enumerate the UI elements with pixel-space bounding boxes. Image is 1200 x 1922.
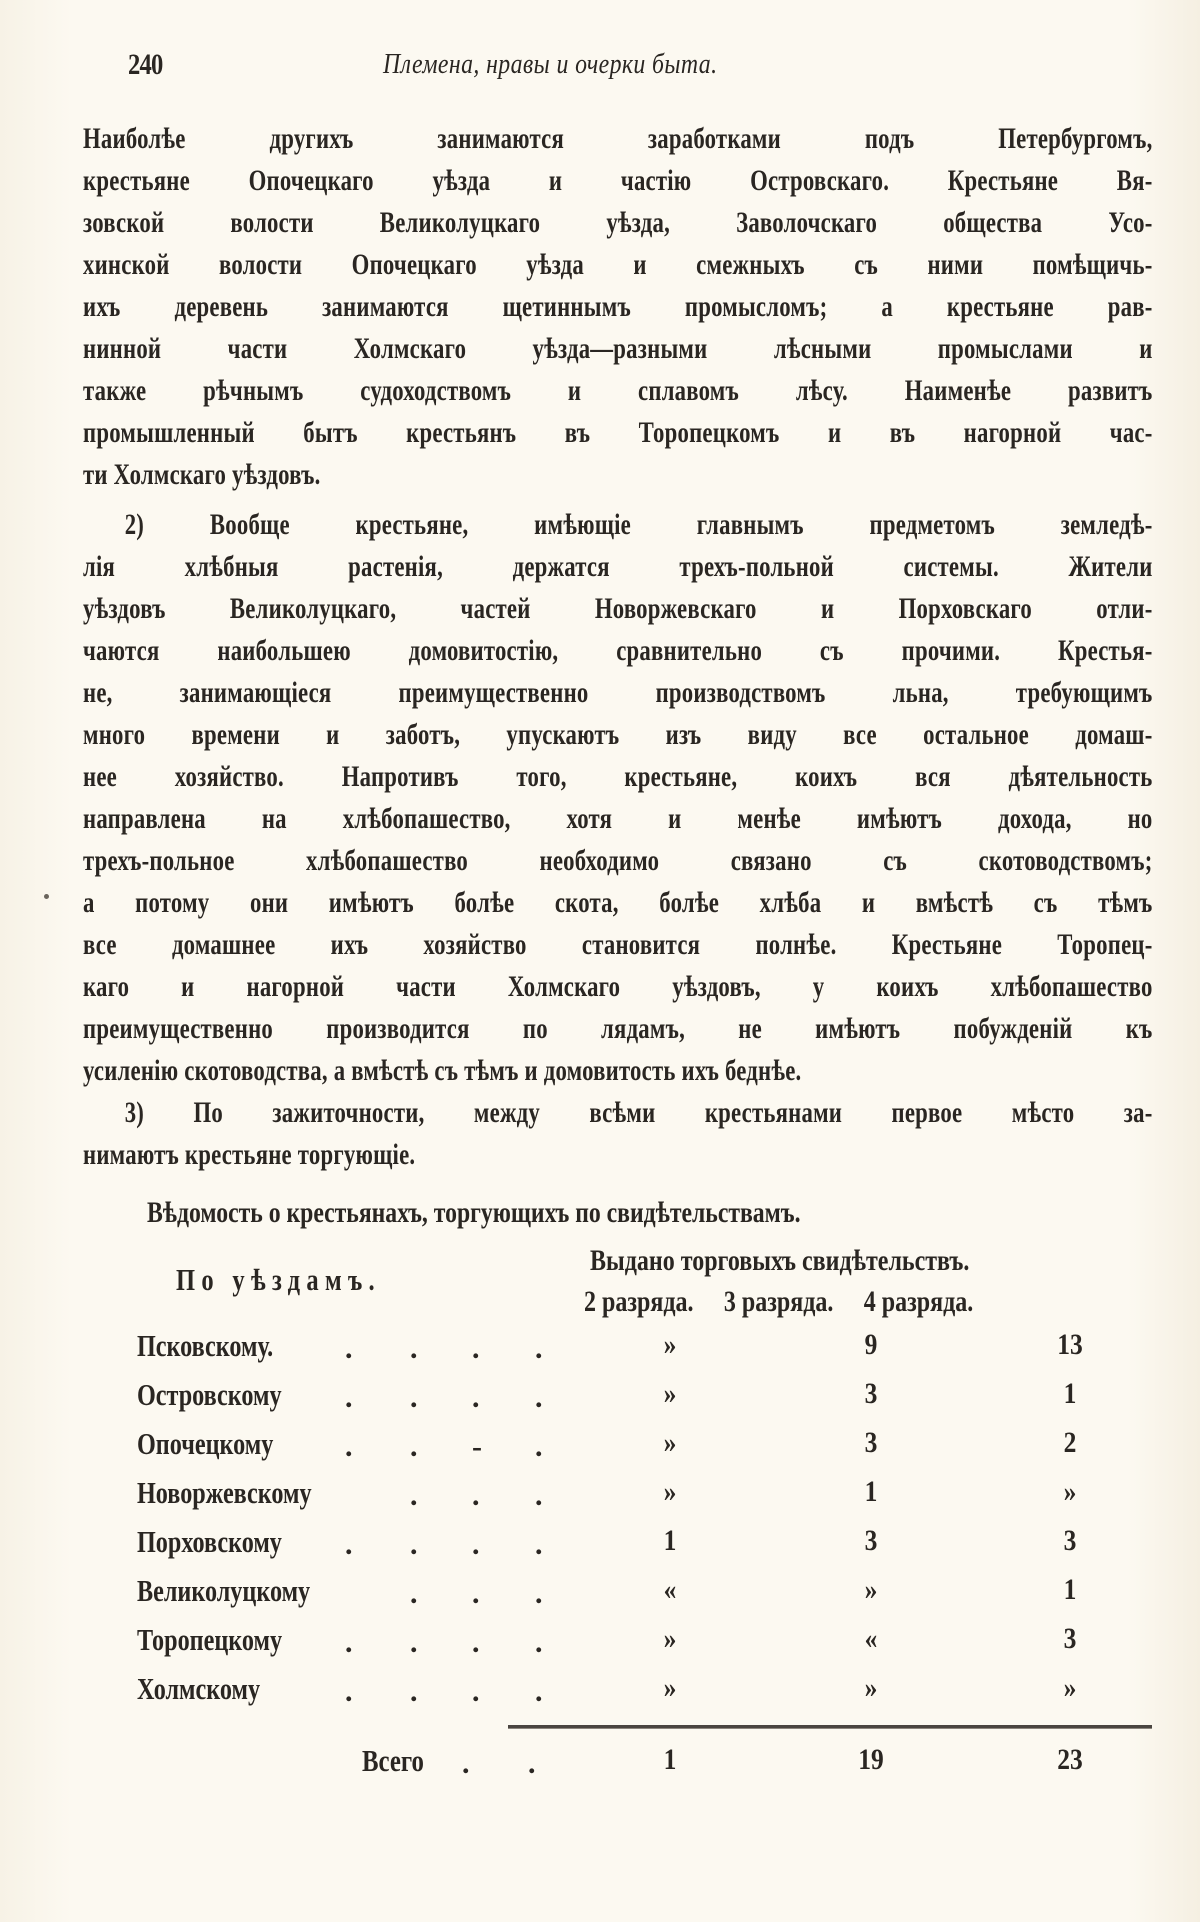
district-name: Псковскому. <box>137 1328 274 1363</box>
text-line: усиленію скотоводства, а вмѣстѣ съ тѣмъ и домовитость ихъ беднѣе. <box>83 1054 802 1087</box>
total-label: Всего <box>362 1743 424 1778</box>
column-header: 4 разряда. <box>863 1285 974 1318</box>
table-cell: 3 <box>1063 1524 1077 1557</box>
paragraph-3 <box>83 1092 1153 1176</box>
text-line: а потому они имѣютъ болѣе скота, болѣе хлѣба и вмѣстѣ съ тѣмъ <box>83 886 1153 919</box>
text-line: ихъ деревень занимаются щетиннымъ промысломъ; а крестьяне рав- <box>83 290 1153 323</box>
table-cell: » <box>1063 1475 1077 1508</box>
leader-dot: . <box>535 1675 543 1708</box>
district-name: Опочецкому <box>137 1426 274 1461</box>
total-cell: 23 <box>1057 1743 1083 1776</box>
leader-dot: . <box>535 1479 543 1512</box>
table-cell: » <box>663 1328 677 1361</box>
paragraph-2 <box>83 504 1153 1092</box>
table-row <box>0 1622 1200 1671</box>
table-cell: 3 <box>864 1524 878 1557</box>
table-cell: » <box>663 1671 677 1704</box>
table-cell: » <box>1063 1671 1077 1704</box>
leader-dot: . <box>410 1430 418 1463</box>
table-row <box>0 1328 1200 1377</box>
total-cell: 19 <box>858 1743 884 1776</box>
text-line: каго и нагорной части Холмскаго уѣздовъ, у коихъ хлѣбопашество <box>83 970 1153 1003</box>
table-cell: » <box>864 1671 878 1704</box>
total-cell: 1 <box>663 1743 677 1776</box>
table-cell: » <box>864 1573 878 1606</box>
column-headers <box>584 1285 1160 1319</box>
text-line: нее хозяйство. Напротивъ того, крестьяне, коихъ вся дѣятельность <box>83 760 1153 793</box>
table-cell: 1 <box>1063 1377 1077 1410</box>
table-cell: 1 <box>1063 1573 1077 1606</box>
text-line: направлена на хлѣбопашество, хотя и менѣе имѣютъ дохода, но <box>83 802 1153 835</box>
leader-dot: . <box>535 1626 543 1659</box>
text-line: нинной части Холмскаго уѣзда—разными лѣсными промыслами и <box>83 332 1153 365</box>
leader-dot: . <box>345 1430 353 1463</box>
leader-dot: . <box>535 1430 543 1463</box>
leader-dot: . <box>410 1479 418 1512</box>
table-cell: « <box>663 1573 677 1606</box>
table-cell: » <box>663 1426 677 1459</box>
table-cell: 1 <box>663 1524 677 1557</box>
running-title: Племена, нравы и очерки быта. <box>383 48 718 80</box>
total-row <box>0 1743 1200 1789</box>
leader-dot: . <box>472 1528 480 1561</box>
table-body <box>0 1328 1200 1720</box>
text-line: все домашнее ихъ хозяйство становится полнѣе. Крестьяне Торопец- <box>83 928 1153 961</box>
leader-dot: . <box>410 1675 418 1708</box>
leader-dot: . <box>410 1626 418 1659</box>
column-header: 2 разряда. <box>584 1285 694 1318</box>
text-line: много времени и заботъ, упускаютъ изъ виду все остальное домаш- <box>83 718 1153 751</box>
row-header: По уѣздамъ. <box>176 1262 381 1297</box>
district-name: Торопецкому <box>137 1622 283 1657</box>
leader-dot: . <box>535 1528 543 1561</box>
leader-dot: . <box>410 1332 418 1365</box>
text-line: хинской волости Опочецкаго уѣзда и смежныхъ съ ними помѣщичь- <box>83 248 1153 281</box>
table-cell: » <box>663 1377 677 1410</box>
table-row <box>0 1426 1200 1475</box>
leader-dot: . <box>472 1626 480 1659</box>
column-group-header: Выдано торговыхъ свидѣтельствъ. <box>590 1244 970 1277</box>
table-cell: » <box>663 1622 677 1655</box>
text-line: трехъ-польное хлѣбопашество необходимо связано съ скотоводствомъ; <box>83 844 1153 877</box>
leader-dot: . <box>535 1332 543 1365</box>
district-name: Холмскому <box>137 1671 261 1706</box>
leader-dot: . <box>410 1528 418 1561</box>
text-line: 2) Вообще крестьяне, имѣющіе главнымъ предметомъ земледѣ- <box>124 508 1153 541</box>
total-rule <box>508 1725 1152 1729</box>
text-line: Наиболѣе другихъ занимаются заработками подъ Петербургомъ, <box>83 122 1153 155</box>
table-cell: « <box>864 1622 878 1655</box>
leader-dot: . <box>345 1528 353 1561</box>
text-line: нимаютъ крестьяне торгующіе. <box>83 1138 416 1171</box>
table-cell: 3 <box>864 1426 878 1459</box>
table-cell: 13 <box>1057 1328 1083 1361</box>
text-line: лія хлѣбныя растенія, держатся трехъ-польной системы. Жители <box>83 550 1153 583</box>
table-row <box>0 1573 1200 1622</box>
text-line: уѣздовъ Великолуцкаго, частей Новоржевскаго и Порховскаго отли- <box>83 592 1153 625</box>
table-cell: 3 <box>1063 1622 1077 1655</box>
table-row <box>0 1524 1200 1573</box>
text-line: крестьяне Опочецкаго уѣзда и частію Островскаго. Крестьяне Вя- <box>83 164 1153 197</box>
leader-dot: . <box>345 1675 353 1708</box>
table-cell: 2 <box>1063 1426 1077 1459</box>
leader-dot: . <box>410 1381 418 1414</box>
margin-mark <box>44 894 49 899</box>
leader-dot: . <box>528 1747 536 1780</box>
table-row <box>0 1671 1200 1720</box>
text-line: также рѣчнымъ судоходствомъ и сплавомъ лѣсу. Наименѣе развитъ <box>83 374 1153 407</box>
table-row <box>0 1377 1200 1426</box>
table-cell: 3 <box>864 1377 878 1410</box>
page-number: 240 <box>128 48 163 81</box>
text-line: промышленный бытъ крестьянъ въ Торопецкомъ и въ нагорной час- <box>83 416 1153 449</box>
column-header: 3 разряда. <box>723 1285 834 1318</box>
leader-dot: . <box>472 1577 480 1610</box>
text-line: зовской волости Великолуцкаго уѣзда, Заволочскаго общества Усо- <box>83 206 1153 239</box>
table-title: Вѣдомость о крестьянахъ, торгующихъ по свидѣтельствамъ. <box>147 1196 801 1229</box>
table-cell: 1 <box>864 1475 878 1508</box>
leader-dot: . <box>535 1577 543 1610</box>
leader-dot: . <box>410 1577 418 1610</box>
body-text <box>83 118 1153 1176</box>
district-name: Великолуцкому <box>137 1573 311 1608</box>
running-head <box>128 48 1128 88</box>
table-cell: » <box>663 1475 677 1508</box>
leader-dot: . <box>472 1479 480 1512</box>
district-name: Новоржевскому <box>137 1475 312 1510</box>
text-line: чаются наибольшею домовитостію, сравнительно съ прочими. Крестья- <box>83 634 1153 667</box>
district-name: Островскому <box>137 1377 282 1412</box>
leader-dot: . <box>345 1626 353 1659</box>
text-line: ти Холмскаго уѣздовъ. <box>83 458 321 491</box>
table-cell: 9 <box>864 1328 878 1361</box>
leader-dot: . <box>535 1381 543 1414</box>
text-line: преимущественно производится по лядамъ, не имѣютъ побужденій къ <box>83 1012 1153 1045</box>
paragraph-1 <box>83 118 1153 496</box>
text-line: не, занимающіеся преимущественно производствомъ льна, требующимъ <box>83 676 1153 709</box>
leader-dot: . <box>345 1332 353 1365</box>
table-row <box>0 1475 1200 1524</box>
text-line: 3) По зажиточности, между всѣми крестьянами первое мѣсто за- <box>124 1096 1153 1129</box>
leader-dot: . <box>472 1381 480 1414</box>
leader-dot: . <box>472 1332 480 1365</box>
leader-dot: . <box>472 1675 480 1708</box>
leader-dot: - <box>472 1430 482 1463</box>
leader-dot: . <box>345 1381 353 1414</box>
leader-dot: . <box>462 1747 470 1780</box>
district-name: Порховскому <box>137 1524 282 1559</box>
